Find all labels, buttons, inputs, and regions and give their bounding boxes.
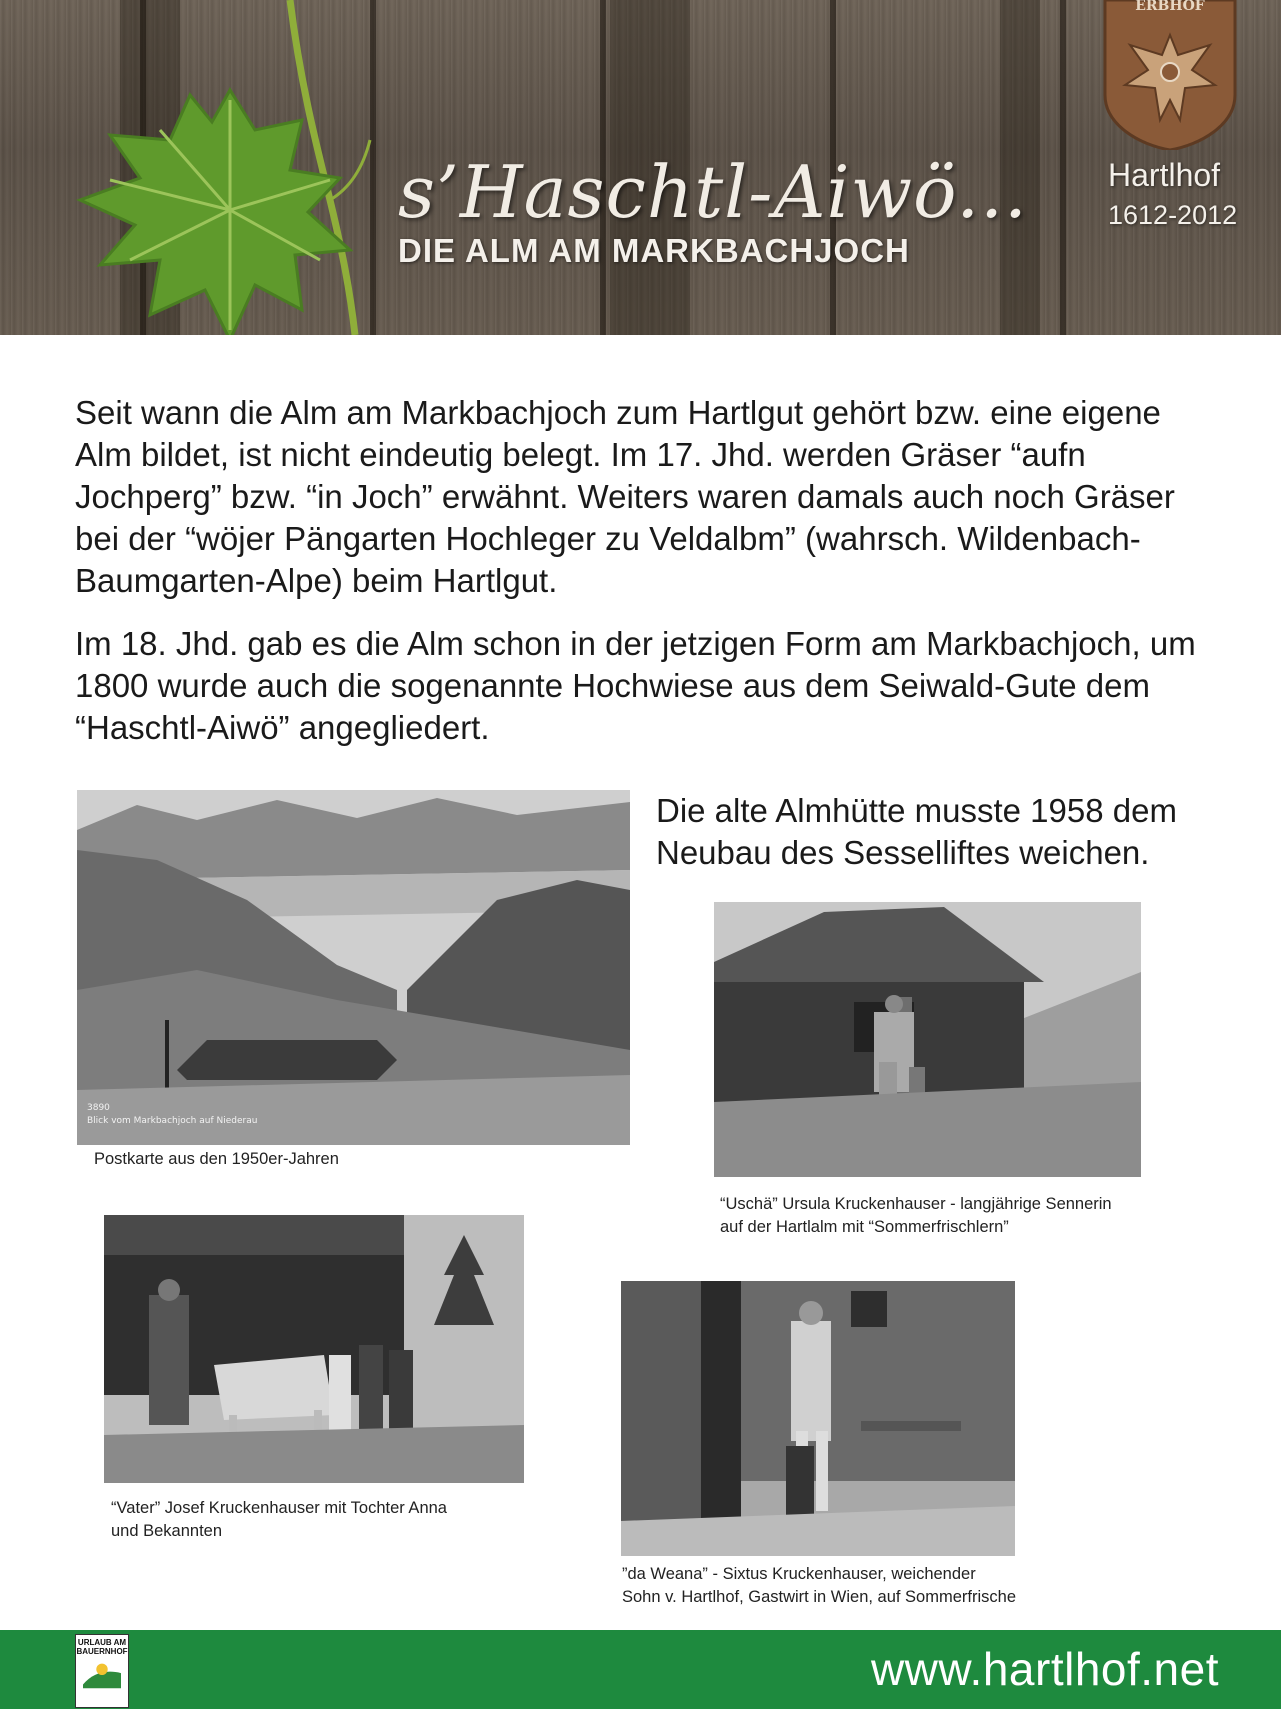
- photo-caption: “Vater” Josef Kruckenhauser mit Tochter Anna und Bekannten: [111, 1499, 447, 1540]
- photo-caption: “Uschä” Ursula Kruckenhauser - langjährige Sennerin auf der Hartlalm mit “Sommerfrischlern”: [720, 1195, 1112, 1236]
- page-subtitle: DIE ALM AM MARKBACHJOCH: [398, 232, 910, 269]
- grape-leaf-icon: [40, 60, 400, 335]
- photo-caption: Postkarte aus den 1950er-Jahren: [94, 1150, 339, 1168]
- father-cow-photo: [104, 1215, 524, 1483]
- hut-family-photo: [714, 902, 1141, 1177]
- postcard-photo: [77, 790, 630, 1145]
- sixtus-hut-photo: [621, 1281, 1015, 1556]
- farm-name: Hartlhof: [1108, 157, 1221, 193]
- postcard-text: Blick vom Markbachjoch auf Niederau: [87, 1116, 258, 1126]
- farm-logo-icon: [76, 1656, 128, 1694]
- crest-label: ERBHOF: [1135, 0, 1205, 14]
- farm-years: 1612-2012: [1108, 200, 1238, 230]
- intro-paragraph: Seit wann die Alm am Markbachjoch zum Hartlgut gehört bzw. eine eigene Alm bildet, ist nicht eindeutig belegt. Im 17. Jhd. werden Gräser “aufn Jochperg” bzw. “in Joch” erwähnt. Weiters waren damals auch noch Gräser bei der “wöjer Pängarten Hochleger zu Veldalbm” (wahrsch. Wildenbach-Baumgarten-Alpe) beim Hartlgut.: [75, 394, 1175, 599]
- page-title: s’Haschtl-Aiwö...: [398, 150, 1028, 234]
- header-banner: [0, 0, 1281, 335]
- history-paragraph: Im 18. Jhd. gab es die Alm schon in der jetzigen Form am Markbachjoch, um 1800 wurde auch die sogenannte Hochwiese aus dem Seiwald-Gute dem “Haschtl-Aiwö” angegliedert.: [75, 625, 1196, 746]
- website-link[interactable]: www.hartlhof.net: [870, 1643, 1219, 1695]
- coat-of-arms-crest: [1100, 0, 1240, 150]
- postcard-number: 3890: [87, 1103, 110, 1113]
- hut-paragraph: Die alte Almhütte musste 1958 dem Neubau des Sesselliftes weichen.: [656, 792, 1177, 871]
- photo-caption: ”da Weana” - Sixtus Kruckenhauser, weichender Sohn v. Hartlhof, Gastwirt in Wien, auf Sommerfrische: [622, 1565, 1016, 1606]
- urlaub-am-bauernhof-logo: URLAUB AM BAUERNHOF: [75, 1634, 129, 1708]
